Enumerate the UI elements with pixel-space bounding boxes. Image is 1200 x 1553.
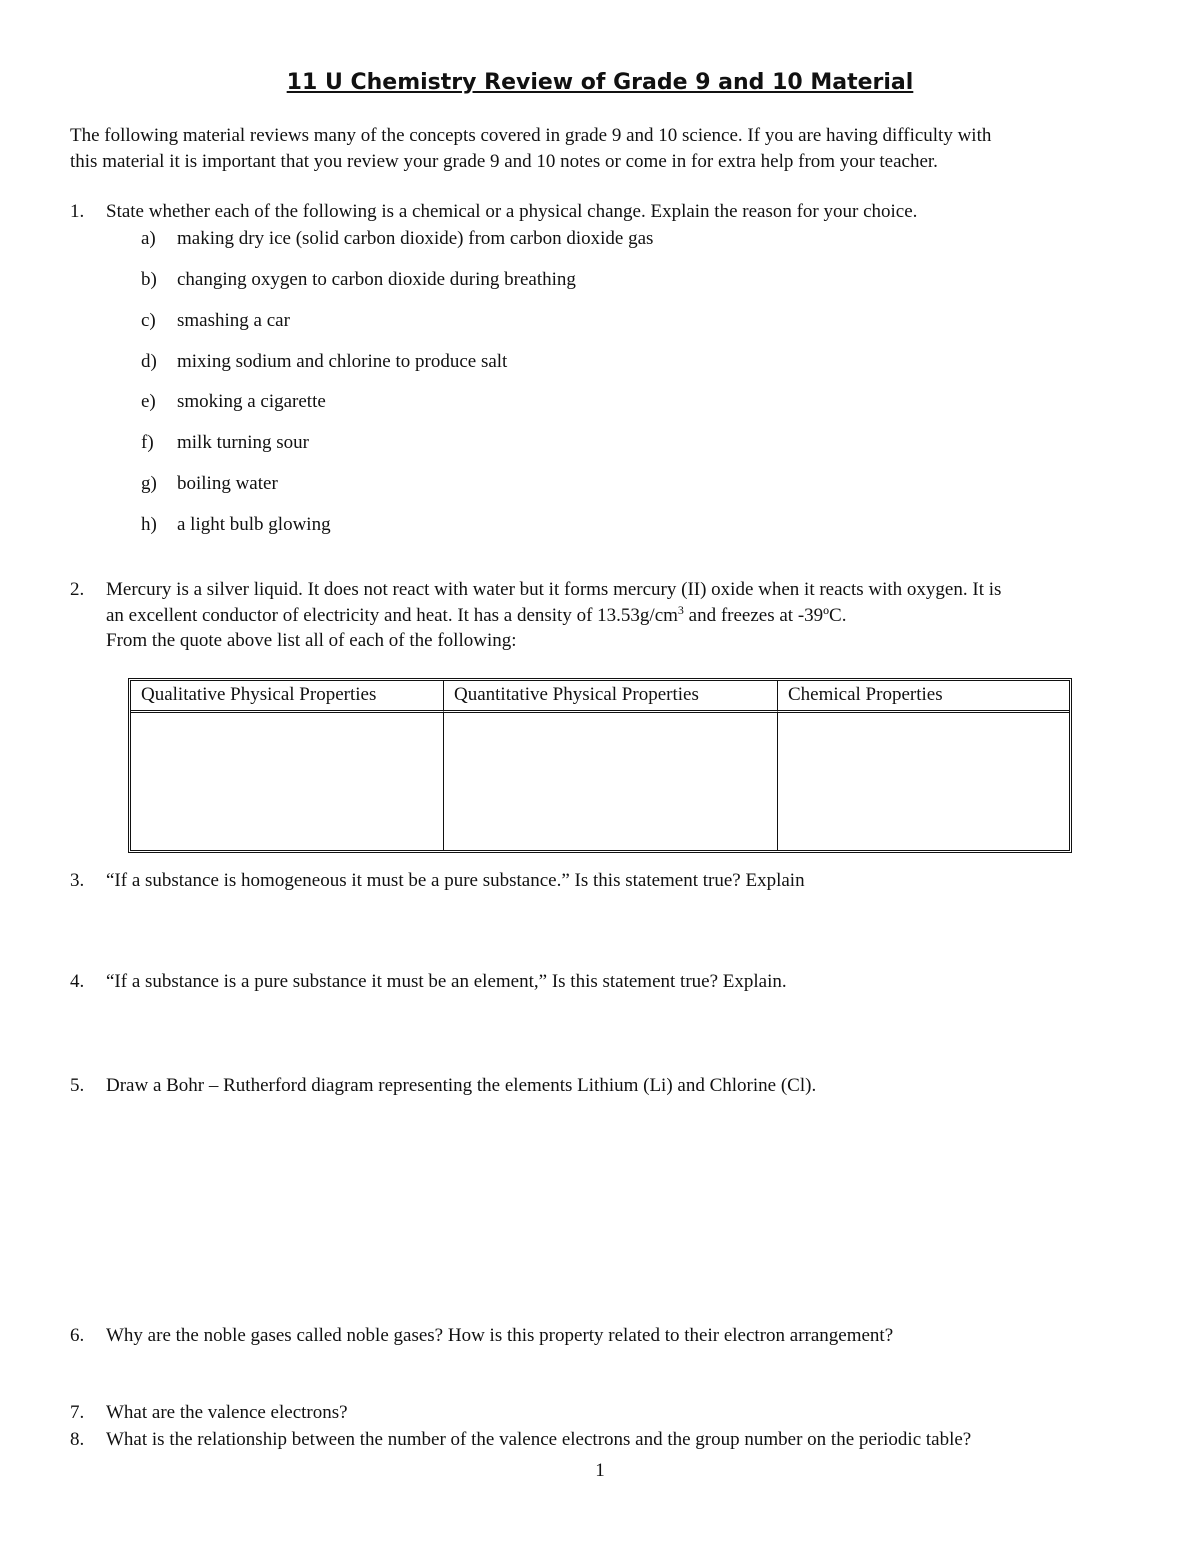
header-qualitative: Qualitative Physical Properties — [131, 681, 443, 713]
header-quantitative: Quantitative Physical Properties — [443, 681, 777, 713]
header-chemical: Chemical Properties — [777, 681, 1069, 713]
cubed-superscript: 3 — [677, 603, 684, 617]
intro-line-2: this material it is important that you review your grade 9 and 10 notes or come in for extra help from your teacher. — [70, 151, 938, 172]
item-letter: g) — [141, 473, 157, 494]
item-text: making dry ice (solid carbon dioxide) from carbon dioxide gas — [177, 228, 654, 249]
question-1-number: 1. — [70, 201, 85, 222]
question-3-number: 3. — [70, 870, 85, 891]
properties-table — [128, 678, 1072, 853]
item-letter: h) — [141, 514, 157, 535]
item-text: smashing a car — [177, 310, 290, 331]
item-text: mixing sodium and chlorine to produce salt — [177, 351, 508, 372]
item-text: milk turning sour — [177, 432, 309, 453]
question-2-line-3: From the quote above list all of each of the following: — [106, 630, 517, 651]
item-letter: b) — [141, 269, 157, 290]
question-6-text: Why are the noble gases called noble gases? How is this property related to their electron arrangement? — [106, 1325, 894, 1346]
question-2-line-2 — [106, 603, 846, 629]
answer-cell-qualitative[interactable] — [131, 713, 443, 850]
item-letter: d) — [141, 351, 157, 372]
item-text: changing oxygen to carbon dioxide during breathing — [177, 269, 576, 290]
question-8-text: What is the relationship between the number of the valence electrons and the group number on the periodic table? — [106, 1429, 972, 1450]
question-5-text: Draw a Bohr – Rutherford diagram representing the elements Lithium (Li) and Chlorine (Cl). — [106, 1075, 817, 1096]
intro-line-1: The following material reviews many of the concepts covered in grade 9 and 10 science. If you are having difficulty with — [70, 125, 992, 146]
item-letter: a) — [141, 228, 156, 249]
page-number: 1 — [595, 1460, 605, 1481]
question-3-text: “If a substance is homogeneous it must be a pure substance.” Is this statement true? Explain — [106, 870, 805, 891]
item-letter: c) — [141, 310, 156, 331]
freezing-text: and freezes at -39ºC. — [683, 605, 847, 626]
answer-cell-chemical[interactable] — [777, 713, 1069, 850]
question-6-number: 6. — [70, 1325, 85, 1346]
question-2-line-1: Mercury is a silver liquid. It does not react with water but it forms mercury (II) oxide when it reacts with oxygen. It is — [106, 579, 1002, 600]
item-text: a light bulb glowing — [177, 514, 331, 535]
answer-cell-quantitative[interactable] — [443, 713, 777, 850]
question-7-number: 7. — [70, 1402, 85, 1423]
density-text: an excellent conductor of electricity and heat. It has a density of 13.53g/cm — [106, 605, 678, 626]
item-text: smoking a cigarette — [177, 391, 326, 412]
question-2-number: 2. — [70, 579, 85, 600]
question-4-number: 4. — [70, 971, 85, 992]
question-1-text: State whether each of the following is a chemical or a physical change. Explain the reason for your choice. — [106, 201, 918, 222]
item-letter: e) — [141, 391, 156, 412]
question-5-number: 5. — [70, 1075, 85, 1096]
question-7-text: What are the valence electrons? — [106, 1402, 348, 1423]
question-4-text: “If a substance is a pure substance it must be an element,” Is this statement true? Explain. — [106, 971, 787, 992]
item-text: boiling water — [177, 473, 278, 494]
item-letter: f) — [141, 432, 154, 453]
page-title: 11 U Chemistry Review of Grade 9 and 10 Material — [286, 70, 914, 95]
question-8-number: 8. — [70, 1429, 85, 1450]
